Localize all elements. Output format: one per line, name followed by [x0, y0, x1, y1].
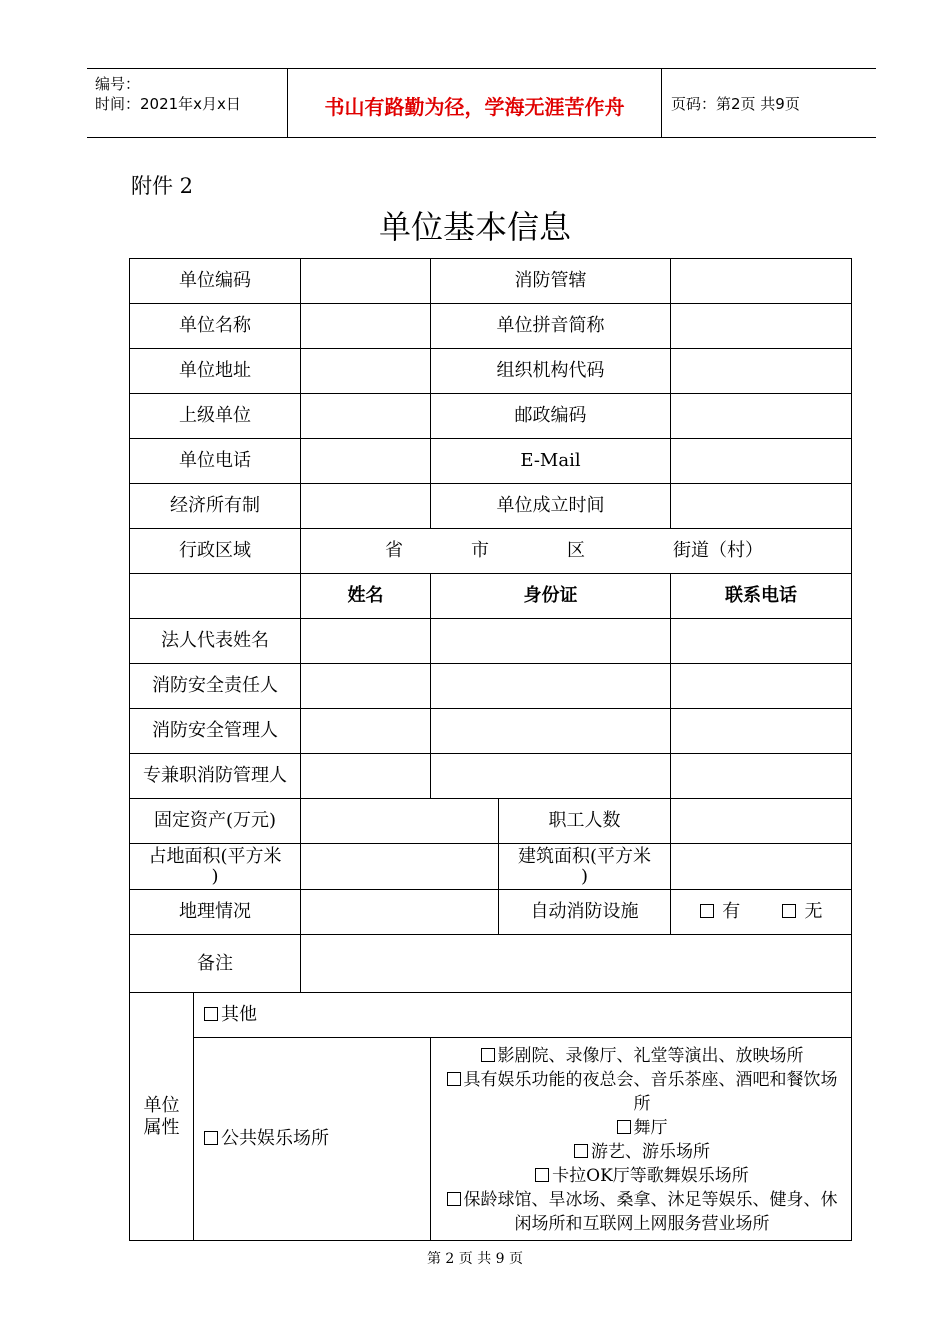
field-unit-address[interactable]: [301, 349, 431, 394]
attr-label-line2: 属性: [143, 1116, 180, 1138]
header-id-card: 身份证: [431, 574, 671, 619]
label-fire-manager: 消防安全管理人: [130, 709, 301, 754]
table-row: [130, 529, 852, 574]
option-label: 舞厅: [633, 1118, 668, 1138]
field-land-area[interactable]: [301, 844, 499, 890]
field-ownership[interactable]: [301, 484, 431, 529]
field-fire-responsible-phone[interactable]: [671, 664, 852, 709]
label-remarks: 备注: [130, 935, 301, 993]
motto: 书山有路勤为径，学海无涯苦作舟: [324, 95, 625, 119]
label-admin-region: 行政区域: [130, 529, 301, 574]
other-label: 其他: [221, 1004, 257, 1025]
table-row: [130, 619, 852, 664]
field-legal-rep-phone[interactable]: [671, 619, 852, 664]
label-unit-name: 单位名称: [130, 304, 301, 349]
label-building-area: [499, 844, 671, 890]
option-checkbox[interactable]: [481, 1048, 495, 1062]
field-part-time-manager-name[interactable]: [301, 754, 431, 799]
field-fire-responsible-name[interactable]: [301, 664, 431, 709]
table-row: [130, 259, 852, 304]
table-row: [130, 664, 852, 709]
attr-public-entertainment: [194, 1038, 431, 1241]
option-item: [443, 1116, 841, 1140]
option-label: 保龄球馆、旱冰场、桑拿、沐足等娱乐、健身、休闲场所和互联网上网服务营业场所: [463, 1190, 838, 1234]
number-label: 编号：: [95, 75, 141, 93]
field-unit-name[interactable]: [301, 304, 431, 349]
table-row: [130, 935, 852, 993]
field-unit-phone[interactable]: [301, 439, 431, 484]
field-fire-manager-id[interactable]: [431, 709, 671, 754]
option-label: 影剧院、录像厅、礼堂等演出、放映场所: [497, 1046, 804, 1066]
field-pinyin-abbr[interactable]: [671, 304, 852, 349]
field-unit-code[interactable]: [301, 259, 431, 304]
building-area-line2: ): [580, 865, 589, 887]
field-fixed-assets[interactable]: [301, 799, 499, 844]
option-item: [443, 1140, 841, 1164]
field-org-code[interactable]: [671, 349, 852, 394]
land-area-line2: ): [211, 865, 219, 887]
option-checkbox[interactable]: [535, 1168, 549, 1182]
label-superior-unit: 上级单位: [130, 394, 301, 439]
document-header: [87, 68, 876, 138]
option-checkbox[interactable]: [574, 1144, 588, 1158]
label-postal-code: 邮政编码: [431, 394, 671, 439]
field-part-time-manager-id[interactable]: [431, 754, 671, 799]
field-part-time-manager-phone[interactable]: [671, 754, 852, 799]
header-phone: 联系电话: [671, 574, 852, 619]
table-row: [130, 799, 852, 844]
page-label: 页码：第2页 共9页: [671, 95, 800, 113]
field-building-area[interactable]: [671, 844, 852, 890]
header-page-cell: [661, 69, 876, 137]
label-unit-address: 单位地址: [130, 349, 301, 394]
table-row: [130, 349, 852, 394]
attr-label-line1: 单位: [143, 1094, 180, 1116]
attachment-label: 附件 2: [131, 174, 194, 198]
table-row: [130, 439, 852, 484]
other-checkbox[interactable]: [204, 1007, 218, 1021]
label-ownership: 经济所有制: [130, 484, 301, 529]
no-label: 无: [804, 901, 823, 922]
field-remarks[interactable]: [301, 935, 852, 993]
field-geography[interactable]: [301, 890, 499, 935]
option-checkbox[interactable]: [447, 1192, 461, 1206]
label-auto-fire: 自动消防设施: [499, 890, 671, 935]
info-form-table: [129, 258, 852, 1241]
region-province: 省: [385, 540, 403, 561]
option-label: 游艺、游乐场所: [591, 1142, 710, 1162]
table-row: [130, 484, 852, 529]
public-ent-checkbox[interactable]: [204, 1131, 218, 1145]
field-fire-manager-name[interactable]: [301, 709, 431, 754]
table-row: [130, 993, 852, 1038]
field-auto-fire: [671, 890, 852, 935]
public-ent-options: [431, 1038, 852, 1241]
option-item: [443, 1164, 841, 1188]
option-label: 具有娱乐功能的夜总会、音乐茶座、酒吧和餐饮场所: [463, 1070, 838, 1114]
region-city: 市: [471, 540, 489, 561]
label-fire-responsible: 消防安全责任人: [130, 664, 301, 709]
region-street: 街道（村）: [673, 540, 763, 561]
label-pinyin-abbr: 单位拼音简称: [431, 304, 671, 349]
land-area-line1: 占地面积(平方米: [148, 845, 282, 867]
region-district: 区: [567, 540, 585, 561]
time-label: 时间：2021年x月x日: [95, 95, 241, 113]
attr-other: [194, 993, 852, 1038]
table-row: [130, 709, 852, 754]
field-postal-code[interactable]: [671, 394, 852, 439]
option-item: [443, 1044, 841, 1068]
field-admin-region[interactable]: [301, 529, 852, 574]
field-staff-count[interactable]: [671, 799, 852, 844]
yes-label: 有: [722, 901, 741, 922]
field-email[interactable]: [671, 439, 852, 484]
table-row: [130, 754, 852, 799]
field-fire-responsible-id[interactable]: [431, 664, 671, 709]
label-email: E-Mail: [431, 439, 671, 484]
table-row: [130, 304, 852, 349]
label-founded-time: 单位成立时间: [431, 484, 671, 529]
option-checkbox[interactable]: [617, 1120, 631, 1134]
field-superior-unit[interactable]: [301, 394, 431, 439]
label-land-area: [130, 844, 301, 890]
table-row: [130, 890, 852, 935]
field-legal-rep-name[interactable]: [301, 619, 431, 664]
option-checkbox[interactable]: [447, 1072, 461, 1086]
label-fixed-assets: 固定资产(万元): [130, 799, 301, 844]
label-legal-rep: 法人代表姓名: [130, 619, 301, 664]
field-legal-rep-id[interactable]: [431, 619, 671, 664]
label-unit-attributes: [130, 993, 194, 1241]
header-meta: [87, 69, 287, 137]
label-fire-jurisdiction: 消防管辖: [431, 259, 671, 304]
label-part-time-manager: 专兼职消防管理人: [130, 754, 301, 799]
table-row: [130, 574, 852, 619]
field-fire-jurisdiction[interactable]: [671, 259, 852, 304]
field-founded-time[interactable]: [671, 484, 852, 529]
public-ent-label: 公共娱乐场所: [221, 1128, 329, 1149]
page-title: 单位基本信息: [378, 208, 571, 246]
label-staff-count: 职工人数: [499, 799, 671, 844]
label-org-code: 组织机构代码: [431, 349, 671, 394]
label-unit-code: 单位编码: [130, 259, 301, 304]
building-area-line1: 建筑面积(平方米: [517, 845, 652, 867]
no-checkbox[interactable]: [782, 904, 796, 918]
option-item: [443, 1068, 841, 1116]
field-fire-manager-phone[interactable]: [671, 709, 852, 754]
label-geography: 地理情况: [130, 890, 301, 935]
option-item: [443, 1188, 841, 1236]
header-name: 姓名: [301, 574, 431, 619]
label-unit-phone: 单位电话: [130, 439, 301, 484]
table-row: [130, 394, 852, 439]
option-label: 卡拉OK厅等歌舞娱乐场所: [552, 1166, 749, 1186]
header-motto-cell: [287, 69, 662, 137]
person-header-blank: [130, 574, 301, 619]
page-footer: 第 2 页 共 9 页: [426, 1251, 524, 1267]
table-row: [130, 844, 852, 890]
yes-checkbox[interactable]: [700, 904, 714, 918]
table-row: [130, 1038, 852, 1241]
